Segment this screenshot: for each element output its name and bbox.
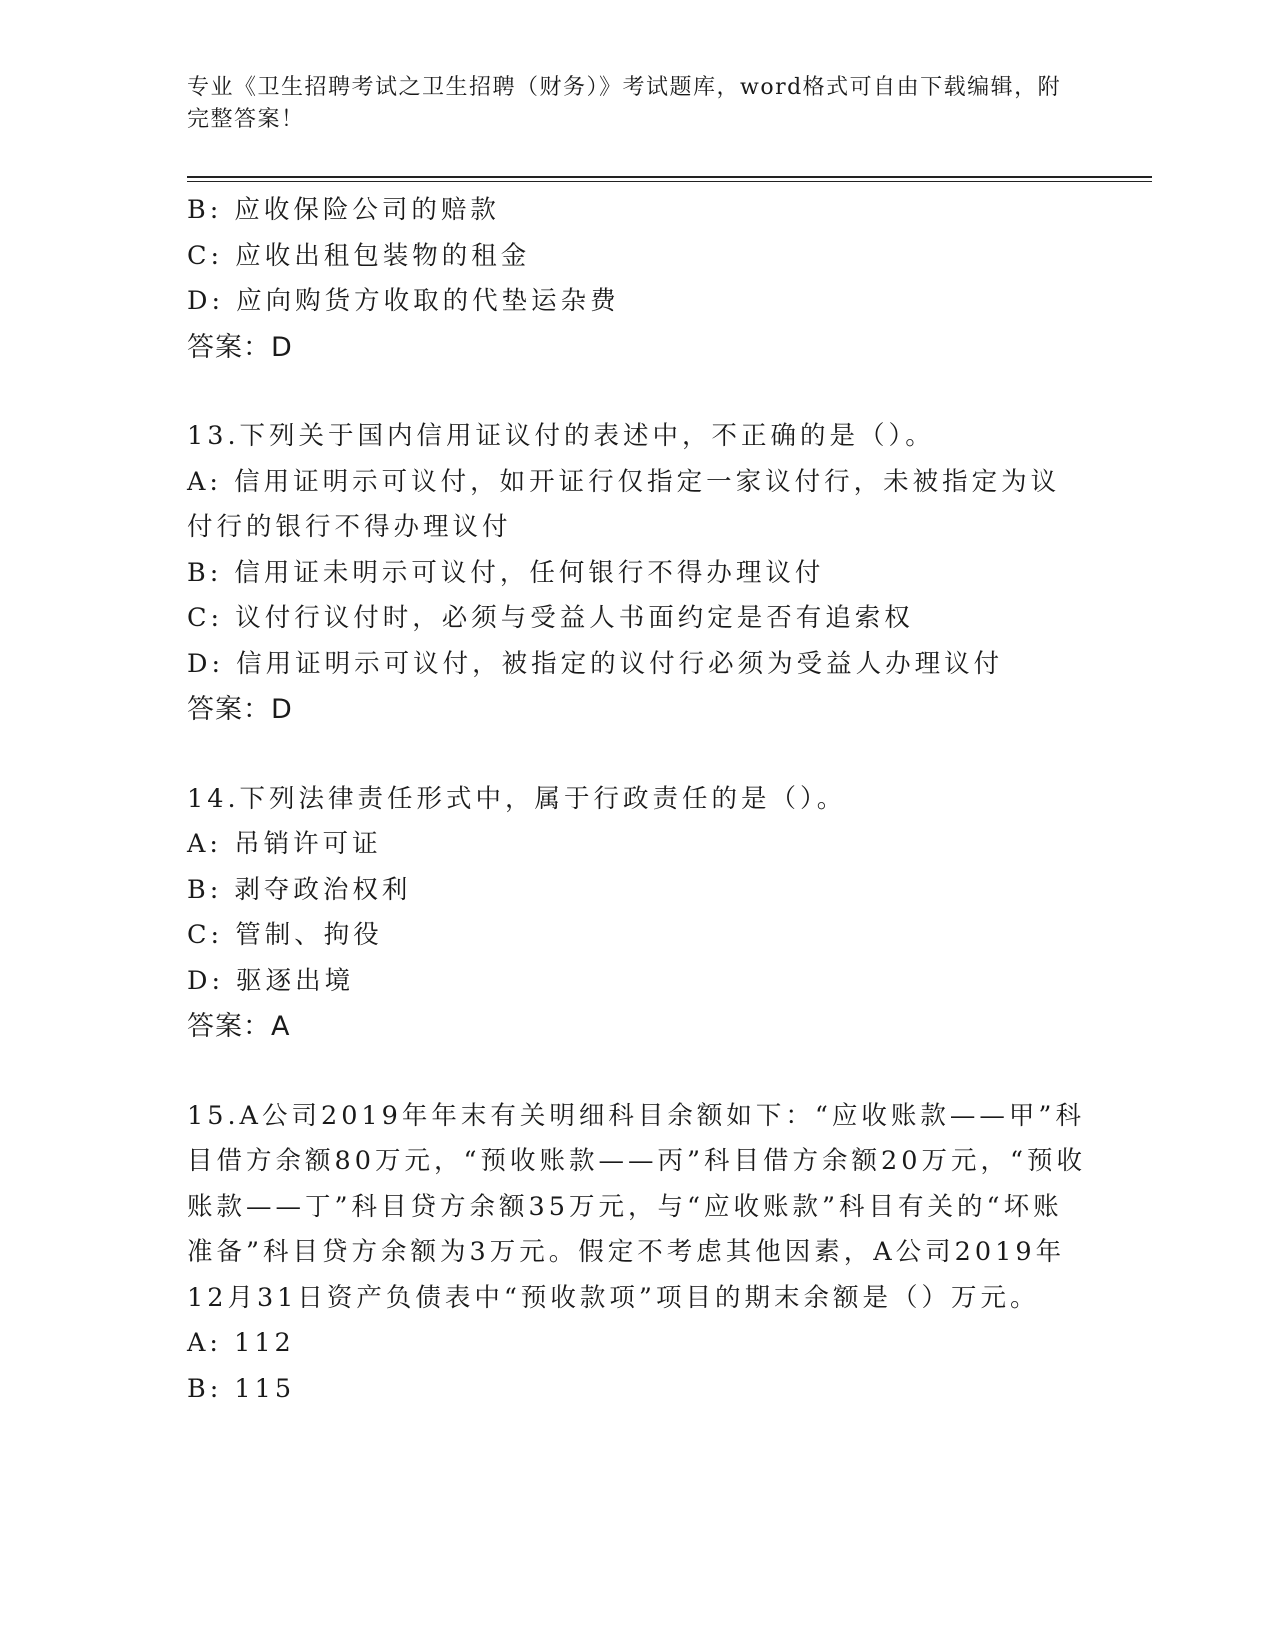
spacer (187, 733, 1087, 777)
document-header: 专业《卫生招聘考试之卫生招聘（财务）》考试题库，word格式可自由下载编辑，附完整答案！ (187, 75, 1062, 132)
question-stem: 13.下列关于国内信用证议付的表述中，不正确的是（）。 (187, 421, 935, 451)
question-14 (187, 777, 1087, 1050)
option-c: C: 管制、拘役 (187, 920, 383, 950)
answer-line: 答案：D (187, 694, 293, 725)
question-content (187, 188, 1087, 1412)
question-stem: 15.A公司2019年年末有关明细科目余额如下：“应收账款——甲”科目借方余额80万元，“预收账款——丙”科目借方余额20万元，“预收账款——丁”科目贷方余额35万元，与“应收账款”科目有关的“坏账准备”科目贷方余额为3万元。假定不考虑其他因素，A公司2019年12月31日资产负债表中“预收款项”项目的期末余额是（）万元。 (187, 1100, 1087, 1313)
option-a: A: 吊销许可证 (187, 829, 382, 859)
option-d: D: 驱逐出境 (187, 965, 355, 996)
option-b: B: 信用证未明示可议付，任何银行不得办理议付 (187, 557, 825, 588)
answer-line: 答案：D (187, 331, 293, 363)
question-stem: 14.下列法律责任形式中，属于行政责任的是（）。 (187, 783, 847, 814)
option-d: D: 应向购货方收取的代垫运杂费 (187, 286, 620, 316)
question-15 (187, 1094, 1087, 1413)
option-a: A: 信用证明示可议付，如开证行仅指定一家议付行，未被指定为议付行的银行不得办理议付 (187, 466, 1061, 542)
header-divider-thick (187, 176, 1152, 178)
question-13 (187, 414, 1087, 733)
question-12-tail (187, 188, 1087, 370)
option-d: D: 信用证明示可议付，被指定的议付行必须为受益人办理议付 (187, 648, 1004, 679)
option-c: C: 应收出租包装物的租金 (187, 240, 531, 271)
option-b: B: 115 (187, 1373, 296, 1404)
header-divider-thin (187, 181, 1152, 182)
answer-line: 答案：A (187, 1011, 291, 1042)
spacer (187, 370, 1087, 414)
option-c: C: 议付行议付时，必须与受益人书面约定是否有追索权 (187, 603, 914, 633)
option-a: A: 112 (187, 1328, 295, 1358)
option-b: B: 剥夺政治权利 (187, 874, 412, 905)
spacer (187, 1050, 1087, 1094)
option-b: B: 应收保险公司的赔款 (187, 195, 500, 225)
